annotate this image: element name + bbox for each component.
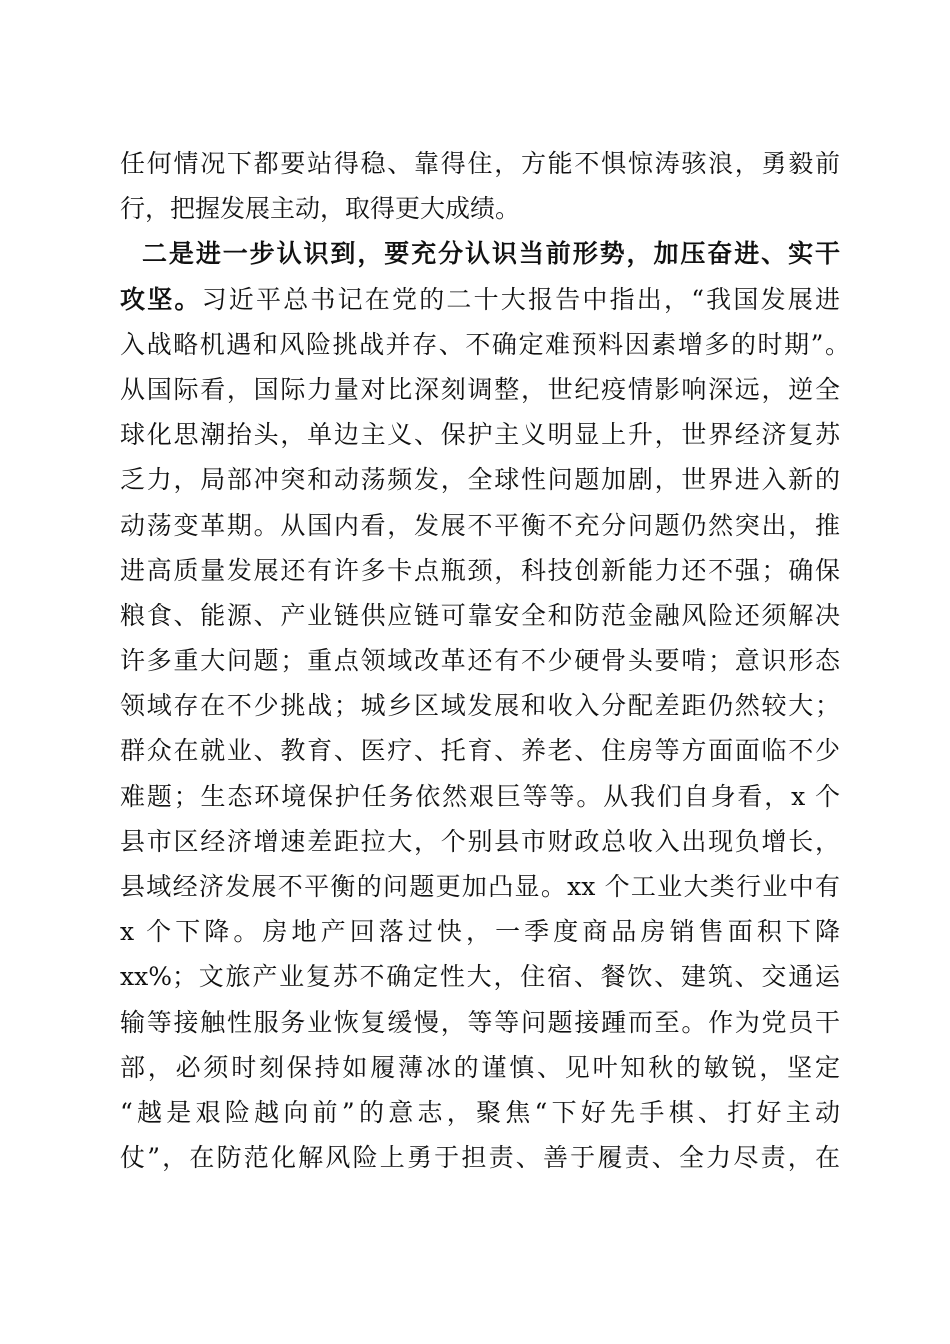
text-segment: 习近平总书记在党的二十大报告中指出，“我国发展进 bbox=[201, 284, 840, 314]
text-line: 许多重大问题；重点领域改革还有不少硬骨头要啃；意识形态 bbox=[120, 646, 840, 676]
body-text bbox=[120, 141, 850, 1180]
text-line: x 个下降。房地产回落过快，一季度商品房销售面积下降 bbox=[120, 917, 840, 947]
text-line: 县市区经济增速差距拉大，个别县市财政总收入出现负增长， bbox=[120, 826, 840, 856]
text-line: 粮食、能源、产业链供应链可靠安全和防范金融风险还须解决 bbox=[120, 600, 840, 630]
text-line: 领域存在不少挑战；城乡区域发展和收入分配差距仍然较大； bbox=[120, 691, 840, 721]
text-line: 难题；生态环境保护任务依然艰巨等等。从我们自身看，x 个 bbox=[120, 781, 840, 811]
text-line: 动荡变革期。从国内看，发展不平衡不充分问题仍然突出，推 bbox=[120, 510, 840, 540]
text-line: 群众在就业、教育、医疗、托育、养老、住房等方面面临不少 bbox=[120, 736, 840, 766]
text-line: 任何情况下都要站得稳、靠得住，方能不惧惊涛骇浪，勇毅前 bbox=[120, 149, 840, 178]
text-line: 从国际看，国际力量对比深刻调整，世纪疫情影响深远，逆全 bbox=[120, 374, 840, 404]
paragraph-last-line: 行，把握发展主动，取得更大成绩。 bbox=[120, 194, 521, 224]
text-line: xx%；文旅产业复苏不确定性大，住宿、餐饮、建筑、交通运 bbox=[120, 962, 840, 992]
text-line bbox=[120, 277, 840, 322]
text-line: 入战略机遇和风险挑战并存、不确定难预料因素增多的时期”。 bbox=[120, 329, 850, 359]
paragraph-heading: 二是进一步认识到，要充分认识当前形势，加压奋进、实干 bbox=[142, 239, 840, 269]
paragraph-heading-end: 攻坚。 bbox=[120, 284, 202, 314]
text-line: 部，必须时刻保持如履薄冰的谨慎、见叶知秋的敏锐，坚定 bbox=[120, 1052, 840, 1082]
text-line: 球化思潮抬头，单边主义、保护主义明显上升，世界经济复苏 bbox=[120, 420, 840, 450]
text-line: 进高质量发展还有许多卡点瓶颈，科技创新能力还不强；确保 bbox=[120, 555, 840, 585]
text-line: 输等接触性服务业恢复缓慢，等等问题接踵而至。作为党员干 bbox=[120, 1007, 840, 1037]
text-line: 县域经济发展不平衡的问题更加凸显。xx 个工业大类行业中有 bbox=[120, 872, 840, 901]
text-line: “越是艰险越向前”的意志，聚焦“下好先手棋、打好主动 bbox=[120, 1097, 840, 1127]
text-line: 乏力，局部冲突和动荡频发，全球性问题加剧，世界进入新的 bbox=[120, 465, 840, 495]
text-line: 仗”，在防范化解风险上勇于担责、善于履责、全力尽责，在 bbox=[120, 1143, 840, 1173]
